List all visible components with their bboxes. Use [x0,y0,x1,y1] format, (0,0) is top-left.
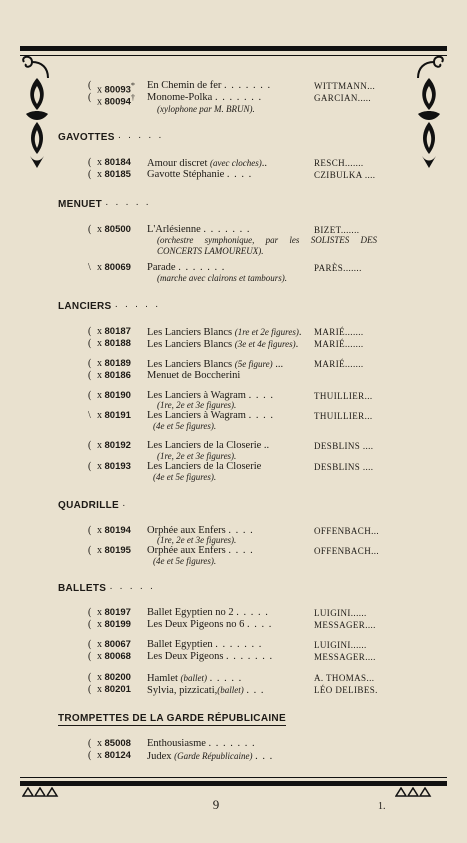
entry-composer: MESSAGER.... [314,620,376,630]
entry-number: x 80186 [97,370,131,381]
bottom-thin-rule [20,777,447,778]
entry-title: Les Deux Pigeons no 6 . . . . [147,619,273,630]
entry-row [0,545,467,557]
entry-number: x 80197 [97,607,131,618]
entry-title: Les Deux Pigeons . . . . . . . [147,651,274,662]
brace-icon: ( [88,651,92,662]
top-thin-rule [20,55,447,56]
entry-title: Les Lanciers de la Closerie [147,461,262,472]
brace-icon: ( [88,326,92,337]
entry-title: Les Lanciers à Wagram . . . . [147,390,274,401]
brace-icon: ( [88,338,92,349]
section-title-menuet: MENUET · · · · · [58,199,151,210]
entry-composer: LÉO DELIBES. [314,685,378,695]
entry-number: x 80189 [97,358,131,369]
entry-note: (marche avec clairons et tambours). [157,273,288,283]
entry-composer: A. THOMAS... [314,673,375,683]
entry-composer: MARIÉ....... [314,339,364,349]
brace-icon: ( [88,461,92,472]
entry-title: Hamlet (ballet) . . . . . [147,673,243,684]
entry-number: x 80199 [97,619,131,630]
left-floral-ornament-icon [18,52,56,170]
triangle-ornament-icon [22,787,60,797]
entry-composer: MARIÉ....... [314,359,364,369]
entry-number: x 80201 [97,684,131,695]
entry-row [0,607,467,619]
entry-composer: BIZET....... [314,225,360,235]
brace-icon: ( [88,639,92,650]
entry-note: (4e et 5e figures). [153,421,217,431]
entry-title: En Chemin de fer . . . . . . . [147,80,272,91]
entry-composer: THUILLIER... [314,391,373,401]
brace-icon: ( [88,92,92,103]
entry-number: x 80067 [97,639,131,650]
entry-row [0,157,467,169]
entry-number: x 80190 [97,390,131,401]
entry-row [0,326,467,338]
entry-number: x 80184 [97,157,131,168]
entry-title: Sylvia, pizzicati,(ballet) . . . [147,685,265,696]
entry-title: Amour discret (avec cloches).. [147,158,267,169]
entry-note: (1re, 2e et 3e figures). [157,535,237,545]
brace-icon: ( [88,440,92,451]
entry-number: x 80069 [97,262,131,273]
triangle-ornament-icon [395,787,433,797]
entry-composer: THUILLIER... [314,411,373,421]
brace-icon: ( [88,738,92,749]
entry-row [0,169,467,181]
entry-composer: OFFENBACH... [314,526,380,536]
entry-row [0,370,467,382]
entry-title: Judex (Garde Républicaine) . . . [147,751,274,762]
entry-note: (4e et 5e figures). [153,472,217,482]
section-title-trompettes: TROMPETTES DE LA GARDE RÉPUBLICAINE [58,713,286,724]
entry-title: Les Lanciers Blancs (3e et 4e figures). [147,339,299,350]
brace-icon: \ [88,410,91,421]
entry-row [0,410,467,422]
entry-row [0,338,467,350]
entry-row [0,651,467,663]
entry-number: x 80195 [97,545,131,556]
entry-composer: PARÈS....... [314,263,362,273]
entry-composer: LUIGINI...... [314,640,367,650]
entry-composer: RESCH....... [314,158,364,168]
entry-note: (1re, 2e et 3e figures). [157,400,237,410]
entry-row [0,92,467,108]
entry-title: Menuet de Boccherini [147,370,241,381]
entry-number: x 80185 [97,169,131,180]
entry-composer: LUIGINI...... [314,608,367,618]
entry-title: L'Arlésienne . . . . . . . [147,224,251,235]
right-floral-ornament-icon [410,52,448,170]
entry-number: x 80187 [97,326,131,337]
entry-number: x 80124 [97,750,131,761]
entry-row [0,619,467,631]
brace-icon: ( [88,390,92,401]
entry-number: x 80193 [97,461,131,472]
entry-title: Ballet Egyptien no 2 . . . . . [147,607,269,618]
entry-number: x 80191 [97,410,131,421]
brace-icon: ( [88,750,92,761]
brace-icon: \ [88,262,91,273]
entry-number: x 80068 [97,651,131,662]
entry-number: x 80200 [97,672,131,683]
page-number: 9 [212,797,220,812]
entry-row [0,358,467,370]
entry-row [0,639,467,651]
entry-number: x 85008 [97,738,131,749]
entry-title: Gavotte Stéphanie . . . . [147,169,253,180]
entry-number: x 80194 [97,525,131,536]
signature-mark: 1. [378,801,386,812]
entry-composer: CZIBULKA .... [314,170,376,180]
brace-icon: ( [88,80,92,91]
entry-row [0,684,467,696]
section-title-ballets: BALLETS · · · · · [58,583,156,594]
entry-note: (xylophone par M. BRUN). [157,104,255,114]
entry-title: Orphée aux Enfers . . . . [147,525,254,536]
top-rule [20,46,447,51]
brace-icon: ( [88,370,92,381]
entry-note: (4e et 5e figures). [153,556,217,566]
entry-title: Monome-Polka . . . . . . . [147,92,263,103]
entry-title: Parade . . . . . . . [147,262,226,273]
brace-icon: ( [88,545,92,556]
section-title-quadrille: QUADRILLE · [58,500,128,511]
bottom-rule [20,781,447,786]
entry-number: x 80093* [97,81,136,96]
brace-icon: ( [88,358,92,369]
entry-row [0,672,467,684]
entry-note: (orchestre symphonique, par les SOLISTES DES CONCERTS LAMOUREUX). [157,235,377,256]
section-title-lanciers: LANCIERS · · · · · [58,301,161,312]
entry-title: Les Lanciers Blancs (1re et 2e figures). [147,327,302,338]
entry-composer: DESBLINS .... [314,462,374,472]
brace-icon: ( [88,672,92,683]
entry-composer: MESSAGER.... [314,652,376,662]
entry-row [0,80,467,96]
brace-icon: ( [88,619,92,630]
entry-number: x 80094† [97,93,136,108]
section-title-gavottes: GAVOTTES · · · · · [58,132,164,143]
entry-row [0,738,467,750]
brace-icon: ( [88,525,92,536]
entry-composer: GARCIAN..... [314,93,372,103]
brace-icon: ( [88,169,92,180]
brace-icon: ( [88,157,92,168]
brace-icon: ( [88,224,92,235]
entry-title: Enthousiasme . . . . . . . [147,738,256,749]
entry-title: Les Lanciers Blancs (5e figure) ... [147,359,284,370]
entry-note: (1re, 2e et 3e figures). [157,451,237,461]
entry-title: Orphée aux Enfers . . . . [147,545,254,556]
brace-icon: ( [88,684,92,695]
entry-number: x 80500 [97,224,131,235]
entry-composer: WITTMANN... [314,81,376,91]
entry-number: x 80192 [97,440,131,451]
entry-composer: DESBLINS .... [314,441,374,451]
entry-title: Les Lanciers de la Closerie .. [147,440,270,451]
entry-composer: MARIÉ....... [314,327,364,337]
entry-title: Ballet Egyptien . . . . . . . [147,639,263,650]
entry-title: Les Lanciers à Wagram . . . . [147,410,274,421]
entry-row [0,750,467,762]
entry-row [0,461,467,473]
entry-number: x 80188 [97,338,131,349]
brace-icon: ( [88,607,92,618]
entry-composer: OFFENBACH... [314,546,380,556]
